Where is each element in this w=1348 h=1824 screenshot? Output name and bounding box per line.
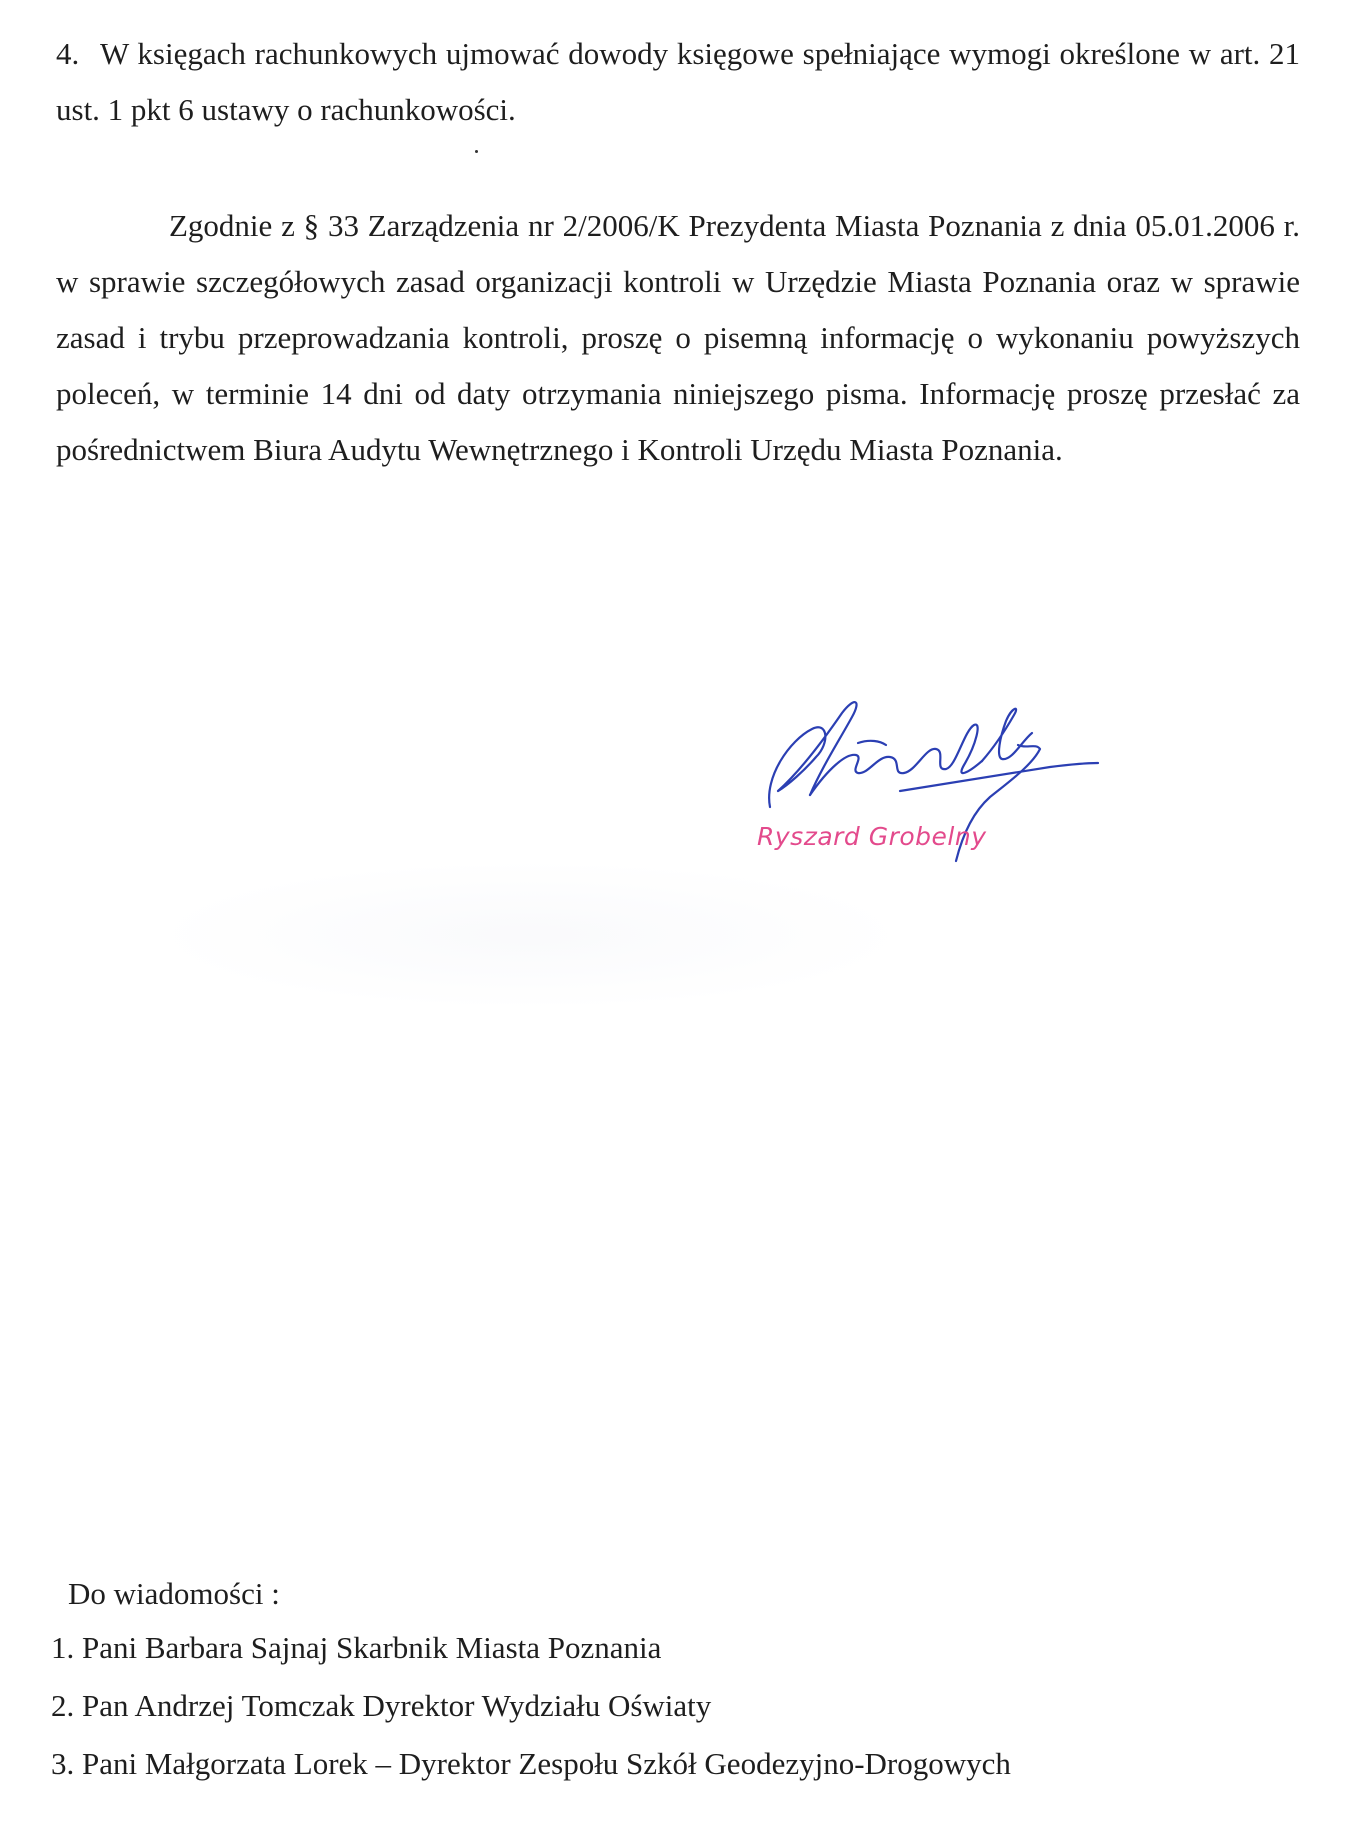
list-item: 2. Pan Andrzej Tomczak Dyrektor Wydziału Oświaty (51, 1688, 712, 1723)
list-item: 1. Pani Barbara Sajnaj Skarbnik Miasta Poznania (51, 1630, 662, 1665)
cc-list (51, 1626, 1011, 1800)
item-number: 4. (56, 36, 80, 71)
instruction-item-4 (56, 26, 1300, 138)
item-text: W księgach rachunkowych ujmować dowody księgowe spełniające wymogi określone w art. 21 ust. 1 pkt 6 ustawy o rachunkowości. (56, 36, 1300, 127)
list-item: 3. Pani Małgorzata Lorek – Dyrektor Zespołu Szkół Geodezyjno-Drogowych (51, 1746, 1011, 1781)
cc-heading: Do wiadomości : (68, 1576, 280, 1611)
main-paragraph: Zgodnie z § 33 Zarządzenia nr 2/2006/K Prezydenta Miasta Poznania z dnia 05.01.2006 r. w sprawie szczegółowych zasad organizacji kontroli w Urzędzie Miasta Poznania oraz w sprawie zasad i trybu przeprowadzania kontroli, proszę o pisemną informację o wykonaniu powyższych poleceń, w terminie 14 dni od daty otrzymania niniejszego pisma. Informację proszę przesłać za pośrednictwem Biura Audytu Wewnętrznego i Kontroli Urzędu Miasta Poznania. (56, 208, 1300, 467)
signature-name-stamp: Ryszard Grobelny (757, 822, 987, 851)
handwritten-signature (750, 685, 1110, 885)
scan-speck (475, 150, 478, 153)
